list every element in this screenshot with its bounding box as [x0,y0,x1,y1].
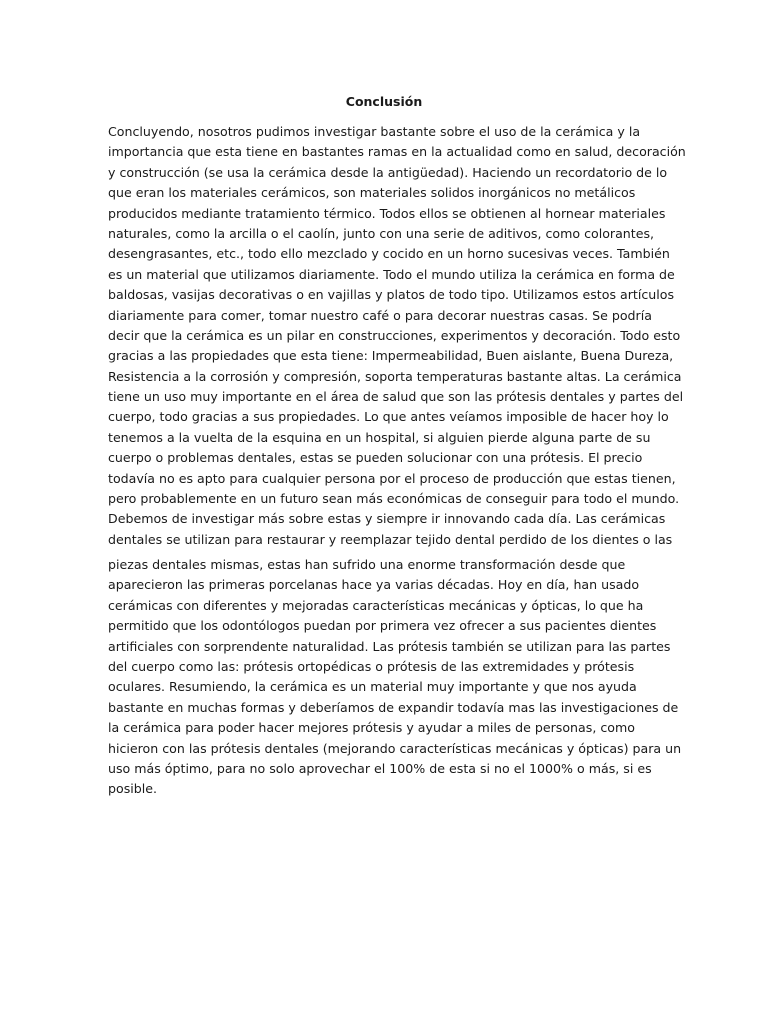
text-line: hicieron con las prótesis dentales (mejorando características mecánicas y ópticas) para un [108,740,682,756]
text-line: bastante en muchas formas y deberíamos de expandir todavía mas las investigaciones de [108,699,679,715]
text-line: la cerámica para poder hacer mejores prótesis y ayudar a miles de personas, como [108,720,635,736]
text-line: posible. [108,781,158,797]
text-line: Concluyendo, nosotros pudimos investigar bastante sobre el uso de la cerámica y la [108,124,641,139]
text-line: diariamente para comer, tomar nuestro café o para decorar nuestras casas. Se podría [108,307,652,323]
text-line: aparecieron las primeras porcelanas hace ya varias décadas. Hoy en día, han usado [108,577,640,593]
text-line: pero probablemente en un futuro sean más económicas de conseguir para todo el mundo. [108,491,680,507]
paragraph-1 [108,122,686,550]
text-line: gracias a las propiedades que esta tiene: Impermeabilidad, Buen aislante, Buena Dureza, [108,348,674,364]
text-line: producidos mediante tratamiento térmico. Todos ellos se obtienen al hornear materiales [108,205,666,221]
text-line: oculares. Resumiendo, la cerámica es un material muy importante y que nos ayuda [108,679,637,695]
text-line: baldosas, vasijas decorativas o en vajillas y platos de todo tipo. Utilizamos estos artículos [108,287,675,303]
text-line: importancia que esta tiene en bastantes ramas en la actualidad como en salud, decoración [108,144,686,160]
text-line: cerámicas con diferentes y mejoradas características mecánicas y ópticas, lo que ha [108,597,644,613]
text-line: desengrasantes, etc., todo ello mezclado y cocido en un horno sucesivas veces. También [108,246,670,262]
text-line: y construcción (se usa la cerámica desde la antigüedad). Haciendo un recordatorio de lo [108,164,668,180]
text-line: permitido que los odontólogos puedan por primera vez ofrecer a sus pacientes dientes [108,618,657,634]
text-line: decir que la cerámica es un pilar en construcciones, experimentos y decoración. Todo esto [108,327,681,343]
text-line: que eran los materiales cerámicos, son materiales solidos inorgánicos no metálicos [108,185,636,201]
text-line: uso más óptimo, para no solo aprovechar el 100% de esta si no el 1000% o más, si es [108,760,652,776]
text-line: artificiales con sorprendente naturalidad. Las prótesis también se utilizan para las partes [108,638,671,654]
text-line: piezas dentales mismas, estas han sufrido una enorme transformación desde que [108,557,626,572]
text-line: naturales, como la arcilla o el caolín, junto con una serie de aditivos, como colorantes, [108,225,655,241]
paragraph-2 [108,555,682,800]
text-line: Debemos de investigar más sobre estas y siempre ir innovando cada día. Las cerámicas [108,511,666,527]
text-line: Resistencia a la corrosión y compresión, soporta temperaturas bastante altas. La cerámica [108,368,682,384]
text-line: cuerpo, todo gracias a sus propiedades. Lo que antes veíamos imposible de hacer hoy lo [108,409,669,425]
page-title: Conclusión [345,94,423,109]
text-line: tenemos a la vuelta de la esquina en un hospital, si alguien pierde alguna parte de su [108,429,651,445]
text-line: tiene un uso muy importante en el área de salud que son las prótesis dentales y partes del [108,389,684,405]
text-line: del cuerpo como las: prótesis ortopédicas o prótesis de las extremidades y prótesis [108,658,635,674]
text-line: cuerpo o problemas dentales, estas se pueden solucionar con una prótesis. El precio [108,450,643,466]
text-line: todavía no es apto para cualquier persona por el proceso de producción que estas tienen, [108,470,676,486]
text-line: dentales se utilizan para restaurar y reemplazar tejido dental perdido de los dientes o las [108,531,673,547]
text-line: es un material que utilizamos diariamente. Todo el mundo utiliza la cerámica en forma de [108,266,675,282]
